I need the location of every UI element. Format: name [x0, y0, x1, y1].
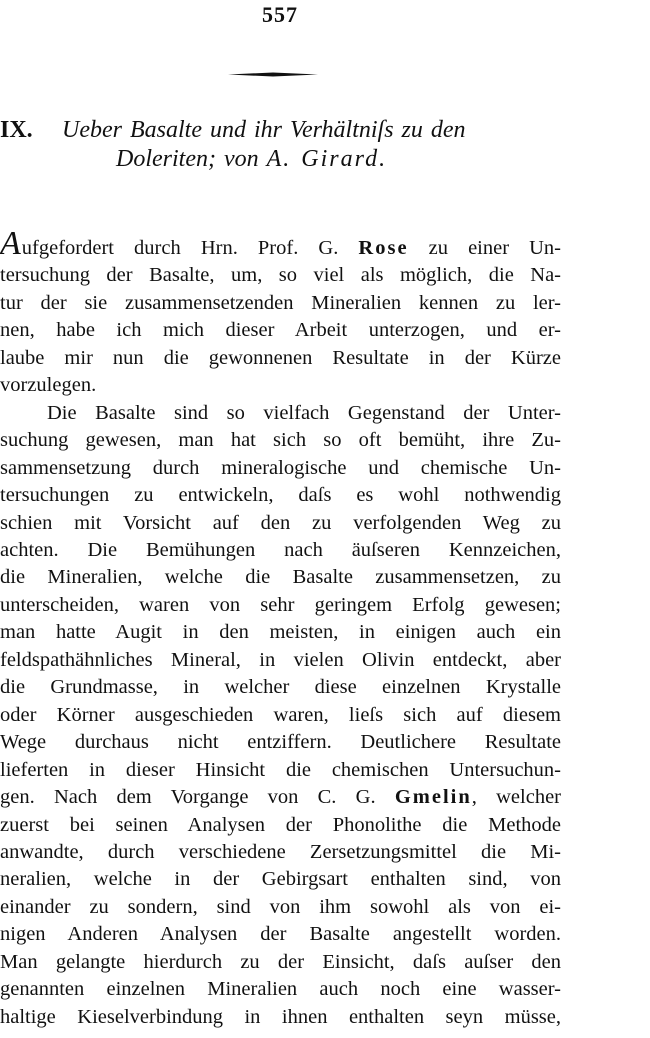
paragraph-2-line: Die Basalte sind so vielfach Gegenstand der Unter-: [47, 401, 561, 424]
title-line-1: Ueber Basalte und ihr Verhältniſs zu den: [62, 117, 466, 143]
paragraph-1-line: tur der sie zusammensetzenden Mineralien kennen zu ler-: [0, 291, 561, 314]
page-number: 557: [262, 2, 298, 27]
section-numeral: IX.: [0, 117, 33, 143]
author-name: A. Girard.: [266, 146, 388, 172]
paragraph-2-line: genannten einzelnen Mineralien auch noch eine wasser-: [0, 978, 561, 1001]
paragraph-2-line: nigen Anderen Analysen der Basalte angestellt worden.: [0, 923, 561, 946]
text-span: ufgefordert durch Hrn. Prof. G.: [21, 237, 359, 259]
paragraph-2-line: unterscheiden, waren von sehr geringem Erfolg gewesen;: [0, 593, 561, 616]
paragraph-2-line: zuerst bei seinen Analysen der Phonolithe die Methode: [0, 813, 561, 836]
name-gmelin: Gmelin: [394, 786, 472, 809]
paragraph-2-line: sammensetzung durch mineralogische und chemische Un-: [0, 456, 561, 479]
article-body: [0, 225, 561, 1031]
paragraph-1-line: laube mir nun die gewonnenen Resultate in der Kürze: [0, 346, 561, 369]
paragraph-2-line: tersuchungen zu entwickeln, daſs es wohl nothwendig: [0, 484, 561, 507]
paragraph-2-line: haltige Kieselverbindung in ihnen enthalten seyn müsse,: [0, 1005, 561, 1028]
paragraph-2-line: oder Körner ausgeschieden waren, lieſs sich auf diesem: [0, 703, 561, 726]
paragraph-2-line: lieferten in dieser Hinsicht die chemischen Untersuchun-: [0, 758, 561, 781]
title-line-2-text: Doleriten; von: [116, 146, 267, 172]
paragraph-2-line: neralien, welche in der Gebirgsart enthalten sind, von: [0, 868, 561, 891]
paragraph-2-line: anwandte, durch verschiedene Zersetzungsmittel die Mi-: [0, 840, 561, 863]
paragraph-2-line: Wege durchaus nicht entziffern. Deutlichere Resultate: [0, 731, 561, 754]
drop-cap: A: [0, 225, 21, 262]
paragraph-1-line: vorzulegen.: [0, 374, 97, 397]
paragraph-1-line: nen, habe ich mich dieser Arbeit unterzogen, und er-: [0, 319, 561, 342]
paragraph-2-line: [0, 784, 561, 811]
paragraph-2-line: suchung gewesen, man hat sich so oft bemüht, ihre Zu-: [0, 429, 561, 452]
text-span: , welcher: [471, 786, 561, 809]
paragraph-2-line: feldspathähnliches Mineral, in vielen Olivin entdeckt, aber: [0, 648, 561, 671]
paragraph-2-line: einander zu sondern, sind von ihm sowohl als von ei-: [0, 895, 561, 918]
paragraph-2-line: schien mit Vorsicht auf den zu verfolgenden Weg zu: [0, 511, 561, 534]
paragraph-2-line: die Mineralien, welche die Basalte zusammensetzen, zu: [0, 566, 561, 589]
paragraph-2-line: achten. Die Bemühungen nach äuſseren Kennzeichen,: [0, 538, 561, 561]
paragraph-2-line: man hatte Augit in den meisten, in einigen auch ein: [0, 621, 561, 644]
title-line-2: [116, 145, 387, 174]
text-span: gen. Nach dem Vorgange von C. G.: [0, 786, 395, 809]
decorative-rule: [228, 72, 318, 77]
paragraph-1-line: tersuchung der Basalte, um, so viel als möglich, die Na-: [0, 264, 561, 287]
name-rose: Rose: [358, 237, 409, 259]
paragraph-1-line: [0, 225, 561, 262]
paragraph-2-line: die Grundmasse, in welcher diese einzelnen Krystalle: [0, 676, 561, 699]
paragraph-2-line: Man gelangte hierdurch zu der Einsicht, daſs auſser den: [0, 950, 561, 973]
text-span: zu einer Un-: [408, 237, 561, 259]
